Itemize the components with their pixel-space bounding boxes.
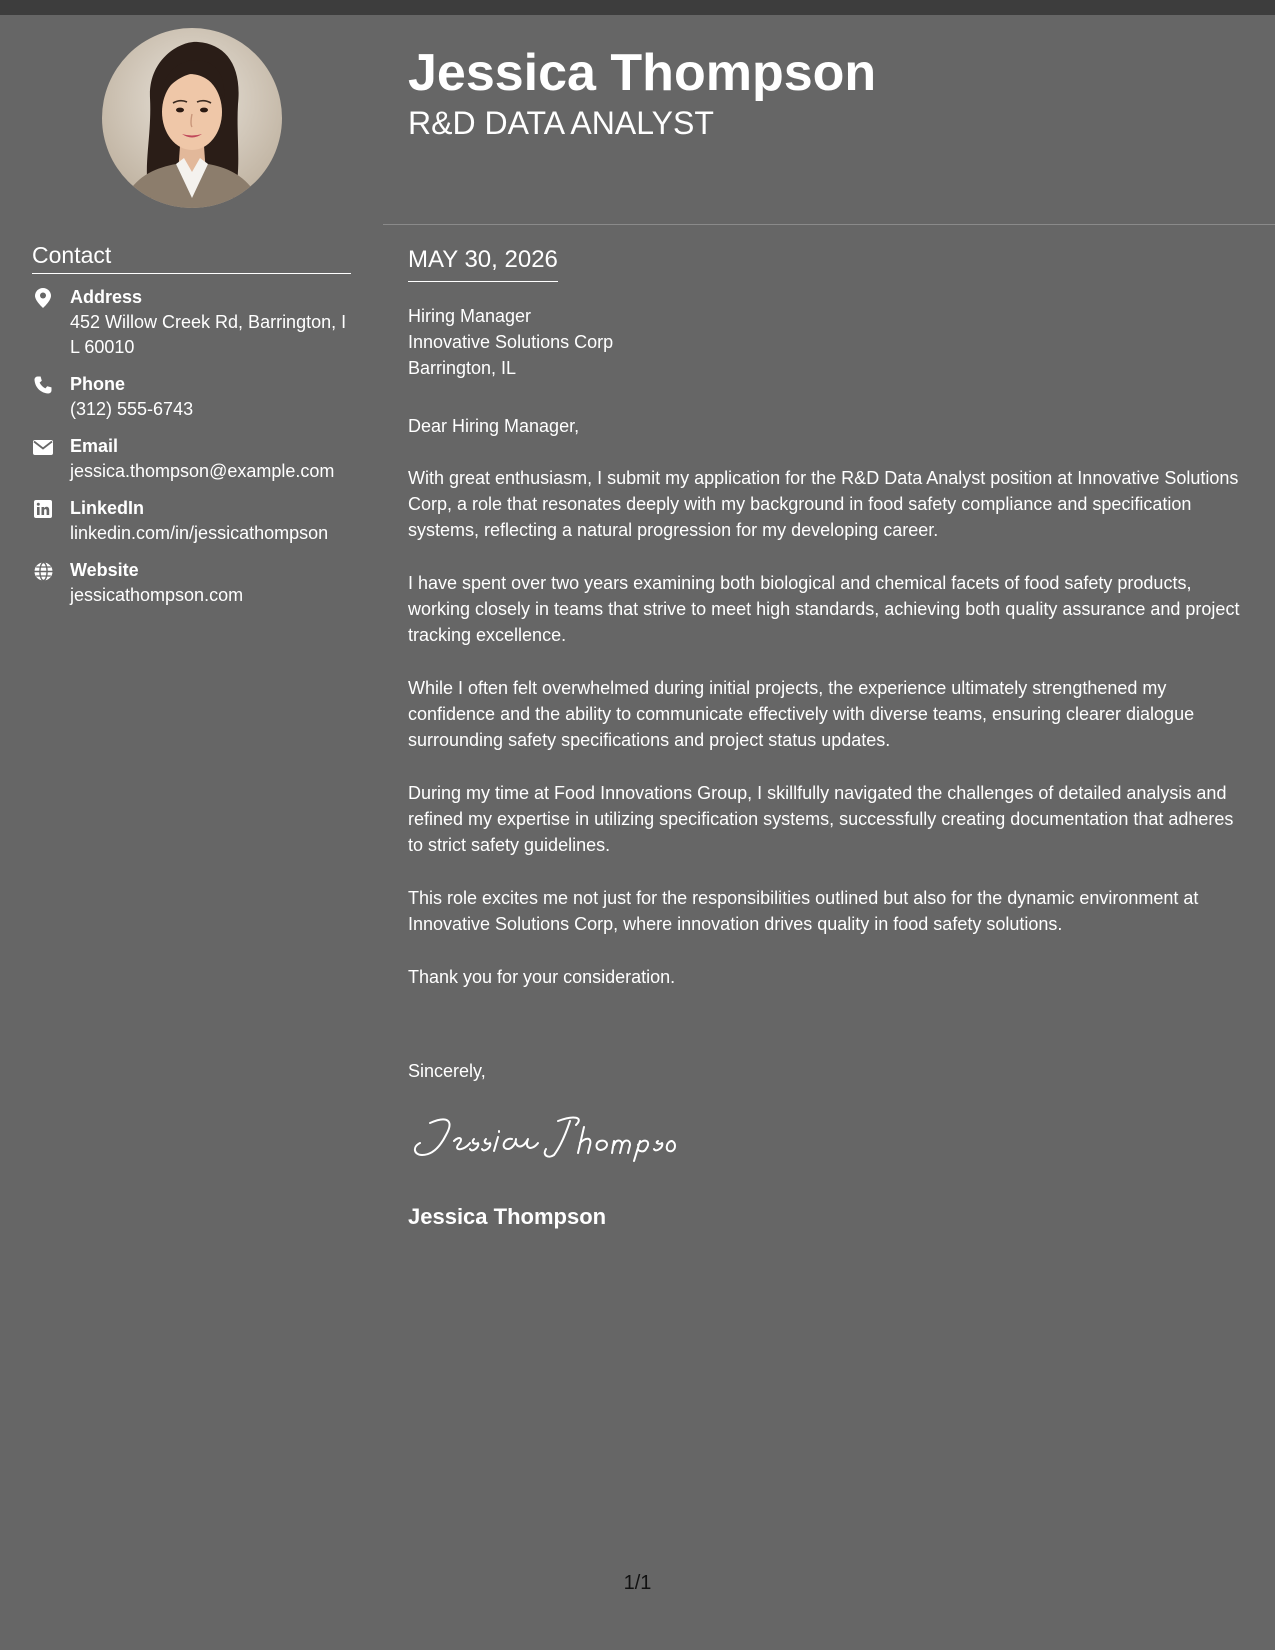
contact-label: Website [70, 560, 139, 580]
contact-label: Phone [70, 374, 126, 394]
linkedin-icon [32, 498, 54, 520]
body-paragraph: During my time at Food Innovations Group, I skillfully navigated the challenges of detailed analysis and refined my expertise in utilizing specification systems, successfully creating documentation that adheres to strict safety guidelines. [408, 783, 1234, 855]
letter-date: MAY 30, 2026 [408, 245, 558, 282]
top-bar [0, 0, 1275, 15]
page-number: 1/1 [623, 1572, 652, 1594]
job-title: R&D DATA ANALYST [408, 105, 714, 141]
contact-linkedin [32, 496, 352, 546]
recipient-line: Hiring Manager [408, 306, 532, 326]
contact-heading: Contact [32, 241, 351, 274]
body-paragraph: This role excites me not just for the responsibilities outlined but also for the dynamic environment at Innovative Solutions Corp, where innovation drives quality in food safety solutions. [408, 888, 1199, 934]
body-paragraph: Thank you for your consideration. [408, 967, 676, 987]
closing: Sincerely, [408, 1061, 486, 1081]
recipient-block [408, 303, 613, 381]
contact-website [32, 558, 352, 608]
profile-photo [102, 28, 282, 208]
contact-value: (312) 555-6743 [70, 399, 194, 419]
signed-name: Jessica Thompson [408, 1204, 607, 1229]
contact-phone [32, 372, 352, 422]
envelope-icon [32, 436, 54, 458]
body-paragraph: I have spent over two years examining both biological and chemical facets of food safety products, working closely in teams that strive to meet high standards, achieving both quality assurance and project tracking excellence. [408, 573, 1240, 645]
applicant-name: Jessica Thompson [408, 44, 877, 102]
recipient-line: Innovative Solutions Corp [408, 332, 614, 352]
body-paragraph: With great enthusiasm, I submit my application for the R&D Data Analyst position at Innovative Solutions Corp, a role that resonates deeply with my background in food safety compliance and specification systems, reflecting a natural progression for my developing career. [408, 468, 1239, 540]
body-paragraph: While I often felt overwhelmed during initial projects, the experience ultimately strengthened my confidence and the ability to communicate effectively with diverse teams, ensuring clearer dialogue surrounding safety specifications and project status updates. [408, 678, 1195, 750]
contact-value[interactable]: linkedin.com/in/jessicathompson [70, 523, 329, 543]
contact-email [32, 434, 352, 484]
contact-label: LinkedIn [70, 498, 145, 518]
contact-address [32, 285, 352, 360]
recipient-line: Barrington, IL [408, 358, 517, 378]
contact-value[interactable]: jessicathompson.com [70, 585, 244, 605]
contact-value: 452 Willow Creek Rd, Barrington, IL 60010 [70, 312, 347, 357]
contact-value: jessica.thompson@example.com [70, 461, 335, 481]
letter-body [408, 465, 1253, 1017]
contact-list [32, 285, 352, 620]
handwritten-signature [408, 1113, 678, 1163]
phone-icon [32, 374, 54, 396]
avatar [102, 28, 282, 208]
location-pin-icon [32, 287, 54, 309]
contact-label: Email [70, 436, 119, 456]
header-divider [383, 224, 1275, 225]
globe-icon [32, 560, 54, 582]
contact-label: Address [70, 287, 143, 307]
salutation: Dear Hiring Manager, [408, 416, 580, 436]
